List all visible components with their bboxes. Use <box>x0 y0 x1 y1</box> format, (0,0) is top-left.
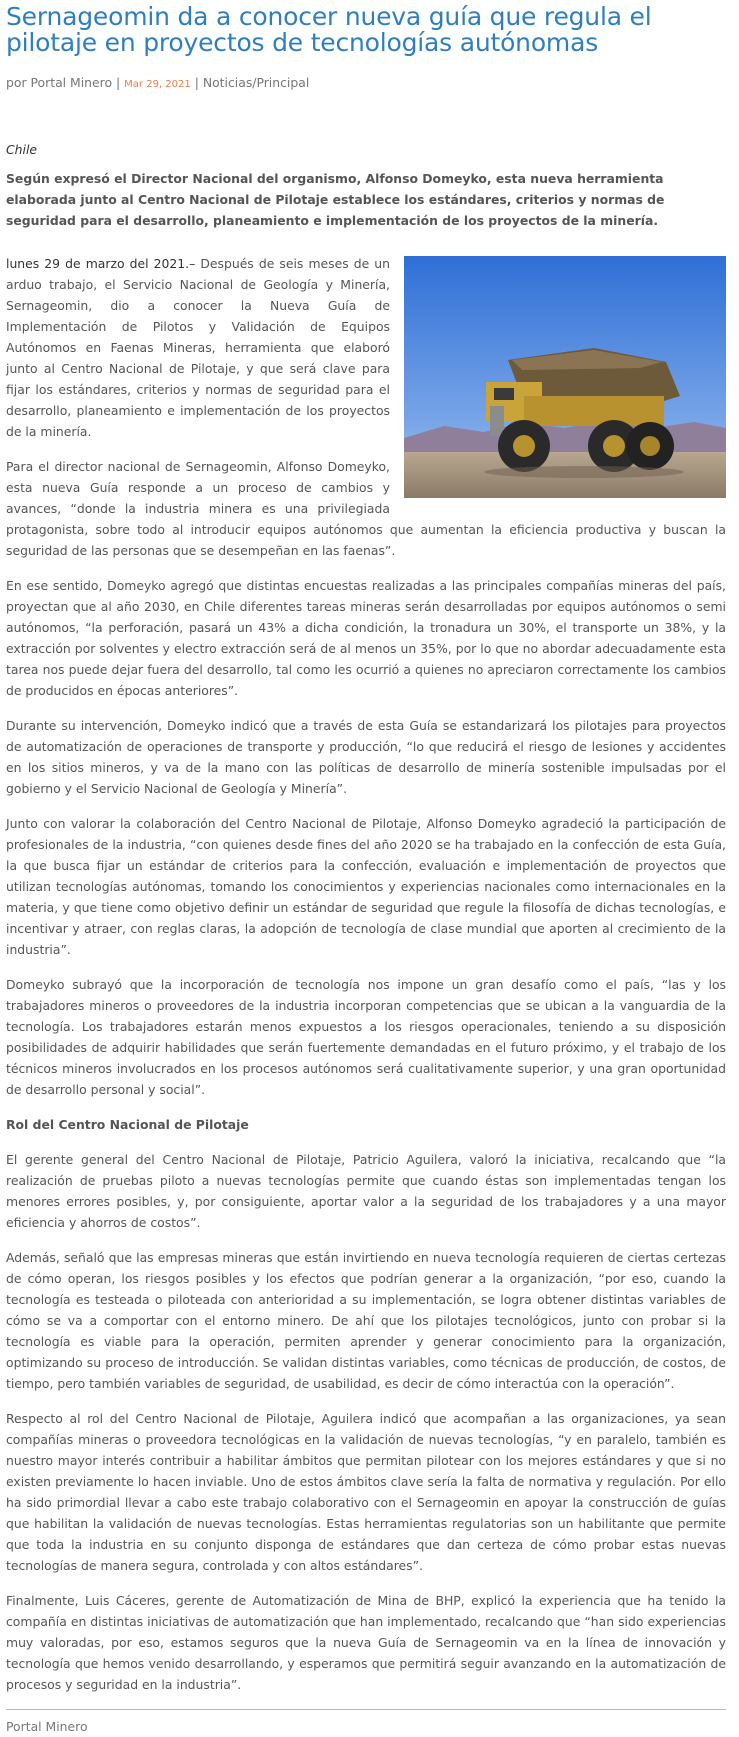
truck-window <box>494 388 514 400</box>
truck-rear-hub <box>603 435 625 457</box>
footer-byline: Portal Minero <box>6 1719 88 1734</box>
meta-separator-1: | <box>116 75 121 90</box>
publish-date: Mar 29, 2021 <box>124 79 191 90</box>
category-link[interactable]: Noticias/Principal <box>202 75 310 90</box>
article-location: Chile <box>6 142 38 157</box>
truck-shadow <box>484 466 684 478</box>
article-lead: Según expresó el Director Nacional del organismo, Alfonso Domeyko, esta nueva herramienta elaborada junto al Centro Nacional de Pilotaje establece los estándares, criterios y normas de seguridad para el desarrollo, planeamiento e implementación de los proyectos de la minería. <box>6 171 665 228</box>
paragraph-8: Además, señaló que las empresas mineras que están invirtiendo en nueva tecnología requieren de ciertas certezas de cómo operan, los riesgos posibles y los efectos que podrían generar a la organización, “por eso, cuando la tecnología es testeada o piloteada con anterioridad a su implementación, se logra obtener distintas variables de cómo se va a comportar con el entorno minero. De ahí que los pilotajes tecnológicos, junto con probar si la tecnología es viable para la operación, permiten aprender y generar conocimiento para la organización, optimizando su proceso de introducción. Se validan distintas variables, como técnicas de producción, de costos, de tiempo, pero también variables de seguridad, de usabilidad, es decir de cómo interactúa con la operación”. <box>6 1250 726 1391</box>
meta-separator-2: | <box>194 75 199 90</box>
paragraph-4: Durante su intervención, Domeyko indicó que a través de esta Guía se estandarizará los pilotajes para proyectos de automatización de operaciones de transporte y producción, “lo que reducirá el riesgo de lesiones y accidentes en los sitios mineros, y va de la mano con las políticas de desarrollo de minería sostenible impulsadas por el gobierno y el Servicio Nacional de Geología y Minería”. <box>6 718 726 796</box>
truck-ladder <box>490 406 504 436</box>
mining-truck-image <box>404 256 726 498</box>
article-meta <box>6 72 726 95</box>
article-body <box>6 253 726 1695</box>
paragraph-3: En ese sentido, Domeyko agregó que distintas encuestas realizadas a las principales compañías mineras del país, proyectan que al año 2030, en Chile diferentes tareas mineras serán desarrolladas por equipos autónomos o semi autónomos, “la perforación, pasará un 43% a dicha condición, la tronadura un 30%, el transporte un 38%, y la extracción por solventes y electro extracción será de al menos un 35%, por lo que no abordar adecuadamente esta tarea nos puede dejar fuera del desarrollo, tal como les ocurrió a quienes no apreciaron correctamente los cambios de producidos en épocas anteriores”. <box>6 578 726 698</box>
truck-chassis <box>524 396 664 426</box>
paragraph-1-text: Después de seis meses de un arduo trabajo, el Servicio Nacional de Geología y Minería, Sernageomin, dio a conocer la Nueva Guía de Implementación de Pilotos y Validación de Equipos Autónomos en Faenas Mineras, herramienta que elaboró junto al Centro Nacional de Pilotaje, y que será clave para fijar los estándares, criterios y normas de seguridad para el desarrollo, planeamiento e implementación de los proyectos de la minería. <box>6 256 391 439</box>
truck-rear-hub-2 <box>640 436 660 456</box>
paragraph-1-date: lunes 29 de marzo del 2021.– <box>6 256 196 271</box>
meta-by: por <box>6 75 27 90</box>
paragraph-10: Finalmente, Luis Cáceres, gerente de Automatización de Mina de BHP, explicó la experiencia que ha tenido la compañía en distintas iniciativas de automatización que han implementado, recalcando que “han sido experiencias muy valoradas, por eso, estamos seguros que la nueva Guía de Sernageomin va en la línea de innovación y tecnología que hemos venido desarrollando, y esperamos que permitirá seguir avanzando en la automatización de procesos y seguridad en la industria”. <box>6 1593 726 1692</box>
paragraph-9: Respecto al rol del Centro Nacional de Pilotaje, Aguilera indicó que acompañan a las organizaciones, ya sean compañías mineras o proveedora tecnológicas en la validación de nuevas tecnologías, “y en paralelo, también es nuestro mayor interés contribuir a habilitar ámbitos que permitan pilotear con los mejores estándares y que si no existen previamente lo hacen inviable. Uno de estos ámbitos clave sería la falta de normativa y regulación. Por ello ha sido primordial llevar a cabo este trabajo colaborativo con el Sernageomin en apoyar la construcción de guías que habilitan la validación de nuevas tecnologías. Estas herramientas regulatorias son un habilitante que permite que toda la industria en su conjunto disponga de estándares que dan certeza de cómo probar estas nuevas tecnologías de manera segura, controlada y con altos estándares”. <box>6 1411 726 1573</box>
truck-illustration <box>404 256 726 498</box>
footer-divider <box>6 1709 726 1710</box>
article <box>0 4 726 1737</box>
truck-front-hub <box>513 435 535 457</box>
paragraph-6: Domeyko subrayó que la incorporación de tecnología nos impone un gran desafío como el país, “las y los trabajadores mineros o proveedores de la industria incorporan competencias que se ubican a la vanguardia de la tecnología. Los trabajadores estarán menos expuestos a los riesgos operacionales, teniendo a su disposición posibilidades de adquirir habilidades que serán fuertemente demandadas en el futuro próximo, y el trabajo de los técnicos mineros involucrados en los procesos autónomos será cualitativamente superior, y una gran oportunidad de desarrollo personal y social”. <box>6 977 726 1097</box>
paragraph-5: Junto con valorar la colaboración del Centro Nacional de Pilotaje, Alfonso Domeyko agradeció la participación de profesionales de la industria, “con quienes desde fines del año 2020 se ha trabajado en la confección de esta Guía, la que busca fijar un estándar de criterios para la confección, evaluación e implementación de proyectos que utilizan tecnologías autónomas, tomando los conocimientos y experiencias nacionales como internacionales en la materia, y que tiene como objetivo definir un estándar de seguridad que regule la filosofía de dichas tecnologías, e incentivar y atraer, con reglas claras, la adopción de tecnología de clase mundial que aporten al crecimiento de la industria”. <box>6 816 726 957</box>
paragraph-7: El gerente general del Centro Nacional de Pilotaje, Patricio Aguilera, valoró la iniciativa, recalcando que “la realización de pruebas piloto a nuevas tecnologías permite que cuando éstas son implementadas tengan los menores errores posibles, y, por consiguiente, aportar valor a la seguridad de los trabajadores y a una mayor eficiencia y ahorros de costos”. <box>6 1152 726 1230</box>
section-title: Rol del Centro Nacional de Pilotaje <box>6 1117 249 1132</box>
paragraph-2: Para el director nacional de Sernageomin, Alfonso Domeyko, esta nueva Guía responde a un proceso de cambios y avances, “donde la industria minera es una privilegiada protagonista, sobre todo al introducir equipos autónomos que aumentan la eficiencia productiva y buscan la seguridad de las personas que se desempeñan en las faenas”. <box>6 459 726 558</box>
article-title: Sernageomin da a conocer nueva guía que regula el pilotaje en proyectos de tecnologías autónomas <box>6 2 652 57</box>
author-link[interactable]: Portal Minero <box>30 75 113 90</box>
